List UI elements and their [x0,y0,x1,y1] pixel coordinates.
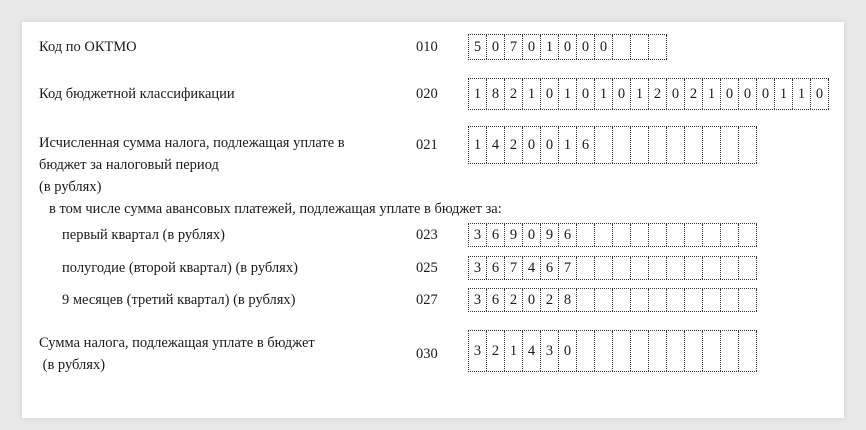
digit-cell[interactable] [649,224,667,246]
digit-cell[interactable]: 3 [469,257,487,279]
digit-cell[interactable] [649,257,667,279]
digit-cell[interactable]: 6 [541,257,559,279]
nine-months-advance-field[interactable] [468,288,757,312]
digit-cell[interactable] [721,257,739,279]
digit-cell[interactable]: 0 [523,289,541,311]
digit-cell[interactable] [685,331,703,371]
row-021-label [39,132,345,198]
digit-cell[interactable]: 0 [595,35,613,59]
digit-cell[interactable]: 0 [559,35,577,59]
digit-cell[interactable]: 7 [559,257,577,279]
digit-cell[interactable]: 1 [559,79,577,109]
label-line: Код бюджетной классификации [39,86,235,102]
digit-cell[interactable] [649,35,667,59]
digit-cell[interactable]: 0 [523,127,541,163]
row-025-code: 025 [416,260,438,276]
digit-cell[interactable] [595,257,613,279]
digit-cell[interactable]: 0 [721,79,739,109]
tax-form-sheet [22,22,844,418]
digit-cell[interactable] [685,289,703,311]
digit-cell[interactable] [595,331,613,371]
row-023-code: 023 [416,227,438,243]
digit-cell[interactable]: 3 [469,331,487,371]
tax-payable-field[interactable] [468,330,757,372]
digit-cell[interactable]: 1 [469,79,487,109]
digit-cell[interactable]: 1 [541,35,559,59]
digit-cell[interactable]: 9 [505,224,523,246]
digit-cell[interactable]: 6 [487,289,505,311]
digit-cell[interactable]: 1 [523,79,541,109]
digit-cell[interactable]: 1 [469,127,487,163]
digit-cell[interactable] [739,224,757,246]
digit-cell[interactable] [739,127,757,163]
digit-cell[interactable]: 0 [667,79,685,109]
digit-cell[interactable]: 1 [775,79,793,109]
half-year-advance-field[interactable] [468,256,757,280]
digit-cell[interactable] [649,127,667,163]
digit-cell[interactable] [739,331,757,371]
digit-cell[interactable] [703,257,721,279]
digit-cell[interactable] [703,289,721,311]
label-line: Исчисленная сумма налога, подлежащая уплате в [39,135,345,151]
row-030-label [39,332,315,376]
digit-cell[interactable]: 2 [487,331,505,371]
digit-cell[interactable]: 0 [541,79,559,109]
digit-cell[interactable] [667,289,685,311]
digit-cell[interactable]: 0 [577,79,595,109]
digit-cell[interactable]: 9 [541,224,559,246]
digit-cell[interactable]: 3 [469,289,487,311]
digit-cell[interactable]: 0 [739,79,757,109]
digit-cell[interactable] [631,257,649,279]
digit-cell[interactable] [739,289,757,311]
digit-cell[interactable]: 6 [487,257,505,279]
digit-cell[interactable] [631,127,649,163]
digit-cell[interactable]: 6 [559,224,577,246]
calculated-tax-field[interactable] [468,126,757,164]
row-030-code: 030 [416,346,438,362]
digit-cell[interactable]: 1 [703,79,721,109]
digit-cell[interactable]: 0 [487,35,505,59]
digit-cell[interactable] [721,127,739,163]
digit-cell[interactable]: 4 [523,331,541,371]
digit-cell[interactable] [577,331,595,371]
oktmo-field[interactable] [468,34,667,60]
digit-cell[interactable]: 1 [505,331,523,371]
digit-cell[interactable] [649,331,667,371]
digit-cell[interactable] [613,35,631,59]
digit-cell[interactable]: 0 [613,79,631,109]
digit-cell[interactable]: 6 [487,224,505,246]
label-line: в том числе сумма авансовых платежей, подлежащая уплате в бюджет за: [49,201,502,217]
digit-cell[interactable] [595,289,613,311]
digit-cell[interactable] [613,257,631,279]
digit-cell[interactable]: 8 [559,289,577,311]
digit-cell[interactable] [613,127,631,163]
label-line: бюджет за налоговый период [39,157,219,173]
digit-cell[interactable] [667,331,685,371]
digit-cell[interactable]: 8 [487,79,505,109]
digit-cell[interactable] [631,224,649,246]
digit-cell[interactable] [721,289,739,311]
digit-cell[interactable] [577,289,595,311]
digit-cell[interactable] [595,224,613,246]
digit-cell[interactable] [685,257,703,279]
digit-cell[interactable] [703,331,721,371]
label-line: (в рублях) [39,357,106,373]
digit-cell[interactable]: 0 [541,127,559,163]
digit-cell[interactable]: 4 [487,127,505,163]
kbk-field[interactable] [468,78,829,110]
digit-cell[interactable] [703,224,721,246]
row-025-label [62,257,298,279]
digit-cell[interactable]: 0 [523,224,541,246]
digit-cell[interactable]: 3 [541,331,559,371]
digit-cell[interactable] [631,289,649,311]
digit-cell[interactable] [685,127,703,163]
row-021-code: 021 [416,137,438,153]
row-023-label [62,224,225,246]
digit-cell[interactable] [577,224,595,246]
digit-cell[interactable] [721,224,739,246]
row-020-label [39,83,235,105]
digit-cell[interactable]: 0 [757,79,775,109]
digit-cell[interactable]: 3 [469,224,487,246]
digit-cell[interactable] [613,224,631,246]
digit-cell[interactable]: 1 [793,79,811,109]
digit-cell[interactable]: 7 [505,257,523,279]
digit-cell[interactable] [595,127,613,163]
digit-cell[interactable]: 1 [631,79,649,109]
digit-cell[interactable]: 4 [523,257,541,279]
advance-payments-heading [49,198,502,220]
digit-cell[interactable] [721,331,739,371]
digit-cell[interactable]: 1 [595,79,613,109]
digit-cell[interactable] [667,127,685,163]
digit-cell[interactable]: 2 [505,79,523,109]
row-027-code: 027 [416,292,438,308]
label-line: Сумма налога, подлежащая уплате в бюджет [39,335,315,351]
digit-cell[interactable] [631,35,649,59]
digit-cell[interactable] [667,224,685,246]
digit-cell[interactable] [685,224,703,246]
digit-cell[interactable]: 7 [505,35,523,59]
digit-cell[interactable]: 6 [577,127,595,163]
digit-cell[interactable] [667,257,685,279]
digit-cell[interactable]: 0 [577,35,595,59]
row-020-code: 020 [416,86,438,102]
digit-cell[interactable]: 0 [559,331,577,371]
digit-cell[interactable]: 2 [685,79,703,109]
digit-cell[interactable]: 2 [505,289,523,311]
digit-cell[interactable]: 2 [505,127,523,163]
row-010-label [39,36,137,58]
digit-cell[interactable] [649,289,667,311]
label-line: Код по ОКТМО [39,39,137,55]
label-line: первый квартал (в рублях) [62,227,225,243]
digit-cell[interactable] [631,331,649,371]
digit-cell[interactable] [739,257,757,279]
digit-cell[interactable] [577,257,595,279]
digit-cell[interactable] [613,331,631,371]
digit-cell[interactable]: 5 [469,35,487,59]
digit-cell[interactable]: 0 [523,35,541,59]
label-line: (в рублях) [39,179,102,195]
row-027-label [62,289,296,311]
label-line: полугодие (второй квартал) (в рублях) [62,260,298,276]
digit-cell[interactable] [703,127,721,163]
digit-cell[interactable]: 2 [649,79,667,109]
digit-cell[interactable]: 1 [559,127,577,163]
digit-cell[interactable]: 2 [541,289,559,311]
digit-cell[interactable]: 0 [811,79,829,109]
q1-advance-field[interactable] [468,223,757,247]
row-010-code: 010 [416,39,438,55]
label-line: 9 месяцев (третий квартал) (в рублях) [62,292,296,308]
digit-cell[interactable] [613,289,631,311]
